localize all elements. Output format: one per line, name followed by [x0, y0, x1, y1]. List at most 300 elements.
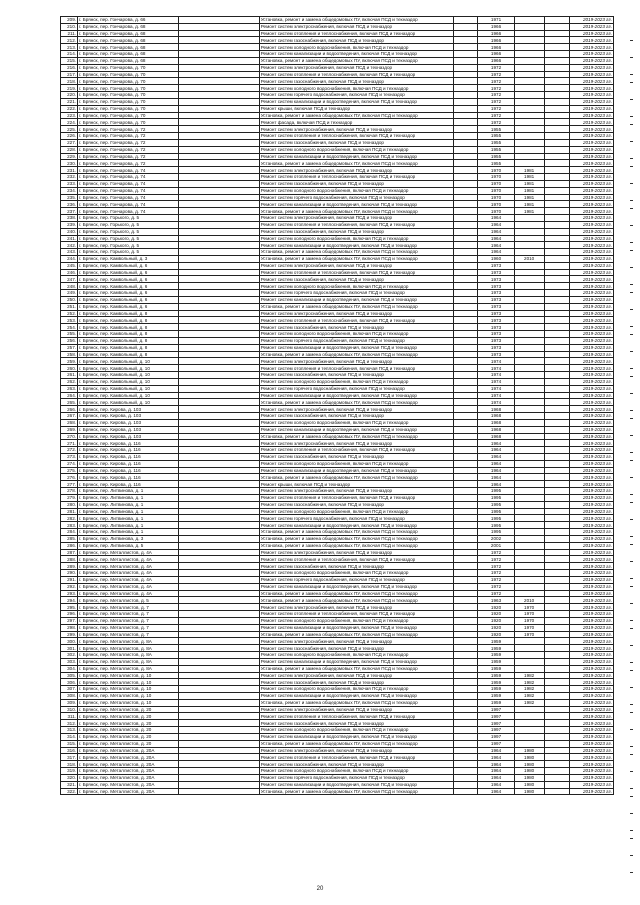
build-year-cell: 1970: [478, 201, 514, 208]
work-type-cell: Ремонт систем газоснабжения, включая ПСД и техназдор: [259, 563, 454, 570]
table-row: [61, 433, 614, 440]
table-row: [61, 235, 614, 242]
table-row: [61, 30, 614, 37]
period-cell: 2019-2023 гг.: [569, 399, 613, 406]
work-type-cell: Установка, ремонт и замена общедомовых ПУ, включая ПСД и техназдор: [259, 255, 454, 262]
blank-cell: [544, 720, 569, 727]
work-type-cell: Ремонт систем горячего водоснабжения, включая ПСД и техназдор: [259, 774, 454, 781]
blank-cell: [454, 638, 478, 645]
build-year-cell: 1920: [478, 624, 514, 631]
period-cell: 2019-2023 гг.: [569, 249, 613, 256]
table-row: [61, 686, 614, 693]
address-cell: г. Брянск, пер. Кирова, д. 116: [78, 447, 179, 454]
build-year-cell: 1995: [478, 522, 514, 529]
work-type-cell: Ремонт систем газоснабжения, включая ПСД и техназдор: [259, 37, 454, 44]
work-type-cell: Установка, ремонт и замена общедомовых ПУ, включая ПСД и техназдор: [259, 17, 454, 24]
period-cell: 2019-2023 гг.: [569, 23, 613, 30]
build-year-cell: 1972: [478, 105, 514, 112]
work-type-cell: Ремонт систем отопления и теплоснабжения, включая ПСД и техназдор: [259, 611, 454, 618]
blank-cell: [454, 549, 478, 556]
table-row: [61, 78, 614, 85]
address-cell: г. Брянск, пер. Металлистов, д. 20: [78, 706, 179, 713]
period-cell: 2019-2023 гг.: [569, 92, 613, 99]
row-number: 292.: [61, 583, 78, 590]
address-cell: г. Брянск, пер. Металлистов, д. 5: [78, 597, 179, 604]
blank-cell: [179, 378, 259, 385]
work-type-cell: Ремонт крыши, включая ПСД и техназдор: [259, 481, 454, 488]
overhaul-year-cell: [514, 269, 544, 276]
blank-cell: [544, 290, 569, 297]
blank-cell: [544, 433, 569, 440]
build-year-cell: 1970: [478, 174, 514, 181]
row-number: 315.: [61, 740, 78, 747]
table-row: [61, 174, 614, 181]
work-type-cell: Ремонт систем электроснабжения, включая ПСД и техназдор: [259, 215, 454, 222]
overhaul-year-cell: [514, 378, 544, 385]
overhaul-year-cell: [514, 235, 544, 242]
row-number: 209.: [61, 17, 78, 24]
scan-mark: [630, 586, 633, 587]
work-type-cell: Ремонт систем газоснабжения, включая ПСД и техназдор: [259, 324, 454, 331]
blank-cell: [179, 529, 259, 536]
blank-cell: [179, 467, 259, 474]
table-row: [61, 733, 614, 740]
build-year-cell: 1997: [478, 740, 514, 747]
period-cell: 2019-2023 гг.: [569, 174, 613, 181]
scan-edge-marks: [628, 40, 636, 900]
row-number: 238.: [61, 215, 78, 222]
work-type-cell: Ремонт систем газоснабжения, включая ПСД и техназдор: [259, 413, 454, 420]
blank-cell: [179, 64, 259, 71]
row-number: 289.: [61, 563, 78, 570]
row-number: 311.: [61, 713, 78, 720]
blank-cell: [454, 488, 478, 495]
table-row: [61, 631, 614, 638]
table-row: [61, 563, 614, 570]
blank-cell: [454, 467, 478, 474]
blank-cell: [544, 597, 569, 604]
table-row: [61, 679, 614, 686]
work-type-cell: Ремонт систем холодного водоснабжения, включая ПСД и техназдор: [259, 331, 454, 338]
blank-cell: [544, 406, 569, 413]
address-cell: г. Брянск, пер. Гончарова, д. 70: [78, 98, 179, 105]
row-number: 313.: [61, 727, 78, 734]
blank-cell: [544, 242, 569, 249]
period-cell: 2019-2023 гг.: [569, 331, 613, 338]
scan-mark: [630, 158, 633, 159]
table-row: [61, 549, 614, 556]
build-year-cell: 1973: [478, 310, 514, 317]
overhaul-year-cell: 2010: [514, 255, 544, 262]
table-row: [61, 515, 614, 522]
overhaul-year-cell: [514, 365, 544, 372]
build-year-cell: 1972: [478, 92, 514, 99]
work-type-cell: Ремонт систем холодного водоснабжения, включая ПСД и техназдор: [259, 146, 454, 153]
overhaul-year-cell: [514, 351, 544, 358]
blank-cell: [179, 112, 259, 119]
row-number: 263.: [61, 385, 78, 392]
blank-cell: [544, 71, 569, 78]
blank-cell: [454, 419, 478, 426]
table-row: [61, 604, 614, 611]
scan-mark: [630, 645, 633, 646]
period-cell: 2019-2023 гг.: [569, 617, 613, 624]
period-cell: 2019-2023 гг.: [569, 747, 613, 754]
build-year-cell: 1995: [478, 529, 514, 536]
blank-cell: [454, 720, 478, 727]
blank-cell: [179, 317, 259, 324]
blank-cell: [179, 399, 259, 406]
blank-cell: [544, 631, 569, 638]
row-number: 301.: [61, 645, 78, 652]
overhaul-year-cell: [514, 324, 544, 331]
blank-cell: [544, 501, 569, 508]
blank-cell: [454, 337, 478, 344]
table-row: [61, 194, 614, 201]
address-cell: г. Брянск, пер. Металлистов, д. 20А: [78, 768, 179, 775]
work-type-cell: Ремонт систем электроснабжения, включая ПСД и техназдор: [259, 638, 454, 645]
row-number: 252.: [61, 310, 78, 317]
work-type-cell: Ремонт систем отопления и теплоснабжения, включая ПСД и техназдор: [259, 447, 454, 454]
work-type-cell: Ремонт систем отопления и теплоснабжения, включая ПСД и техназдор: [259, 317, 454, 324]
overhaul-year-cell: [514, 494, 544, 501]
blank-cell: [454, 344, 478, 351]
period-cell: 2019-2023 гг.: [569, 317, 613, 324]
overhaul-year-cell: [514, 638, 544, 645]
scan-mark: [630, 242, 633, 243]
row-number: 312.: [61, 720, 78, 727]
row-number: 254.: [61, 324, 78, 331]
blank-cell: [544, 727, 569, 734]
build-year-cell: 1973: [478, 296, 514, 303]
work-type-cell: Ремонт систем электроснабжения, включая ПСД и техназдор: [259, 358, 454, 365]
address-cell: г. Брянск, пер. Гончарова, д. 72: [78, 126, 179, 133]
blank-cell: [544, 556, 569, 563]
period-cell: 2019-2023 гг.: [569, 283, 613, 290]
overhaul-year-cell: 1980: [514, 781, 544, 788]
work-type-cell: Ремонт систем канализации и водоотведения, включая ПСД и техназдор: [259, 392, 454, 399]
blank-cell: [454, 501, 478, 508]
blank-cell: [544, 754, 569, 761]
address-cell: г. Брянск, пер. Литвинова, д. 1: [78, 522, 179, 529]
address-cell: г. Брянск, пер. Камвольный, д. 6: [78, 269, 179, 276]
row-number: 316.: [61, 747, 78, 754]
blank-cell: [454, 146, 478, 153]
blank-cell: [544, 167, 569, 174]
build-year-cell: 1959: [478, 699, 514, 706]
blank-cell: [544, 126, 569, 133]
period-cell: 2019-2023 гг.: [569, 631, 613, 638]
scan-mark: [630, 519, 633, 520]
blank-cell: [544, 570, 569, 577]
table-row: [61, 180, 614, 187]
work-type-cell: Ремонт систем электроснабжения, включая ПСД и техназдор: [259, 747, 454, 754]
blank-cell: [454, 645, 478, 652]
blank-cell: [179, 549, 259, 556]
work-type-cell: Ремонт систем отопления и теплоснабжения, включая ПСД и техназдор: [259, 556, 454, 563]
address-cell: г. Брянск, пер. Камвольный, д. 8: [78, 351, 179, 358]
blank-cell: [179, 413, 259, 420]
blank-cell: [454, 37, 478, 44]
row-number: 284.: [61, 529, 78, 536]
build-year-cell: 1970: [478, 187, 514, 194]
work-type-cell: Установка, ремонт и замена общедомовых ПУ, включая ПСД и техназдор: [259, 433, 454, 440]
overhaul-year-cell: [514, 481, 544, 488]
work-type-cell: Ремонт систем холодного водоснабжения, включая ПСД и техназдор: [259, 187, 454, 194]
table-row: [61, 372, 614, 379]
period-cell: 2019-2023 гг.: [569, 30, 613, 37]
work-type-cell: Ремонт систем электроснабжения, включая ПСД и техназдор: [259, 23, 454, 30]
overhaul-year-cell: [514, 570, 544, 577]
period-cell: 2019-2023 гг.: [569, 467, 613, 474]
table-row: [61, 37, 614, 44]
address-cell: г. Брянск, пер. Гончарова, д. 70: [78, 78, 179, 85]
overhaul-year-cell: [514, 535, 544, 542]
period-cell: 2019-2023 гг.: [569, 488, 613, 495]
row-number: 218.: [61, 78, 78, 85]
table-row: [61, 467, 614, 474]
blank-cell: [454, 180, 478, 187]
build-year-cell: 1970: [478, 208, 514, 215]
period-cell: 2019-2023 гг.: [569, 37, 613, 44]
blank-cell: [179, 658, 259, 665]
address-cell: г. Брянск, пер. Гончарова, д. 72: [78, 139, 179, 146]
blank-cell: [544, 638, 569, 645]
build-year-cell: 1920: [478, 604, 514, 611]
work-type-cell: Ремонт систем горячего водоснабжения, включая ПСД и техназдор: [259, 92, 454, 99]
work-type-cell: Ремонт систем отопления и теплоснабжения, включая ПСД и техназдор: [259, 713, 454, 720]
overhaul-year-cell: [514, 385, 544, 392]
blank-cell: [544, 467, 569, 474]
build-year-cell: 1972: [478, 78, 514, 85]
table-row: [61, 570, 614, 577]
row-number: 253.: [61, 317, 78, 324]
overhaul-year-cell: 1981: [514, 201, 544, 208]
build-year-cell: 1973: [478, 351, 514, 358]
work-type-cell: Ремонт систем газоснабжения, включая ПСД и техназдор: [259, 180, 454, 187]
row-number: 303.: [61, 658, 78, 665]
blank-cell: [544, 454, 569, 461]
table-row: [61, 692, 614, 699]
table-row: [61, 126, 614, 133]
blank-cell: [454, 692, 478, 699]
blank-cell: [454, 658, 478, 665]
build-year-cell: 1974: [478, 365, 514, 372]
blank-cell: [179, 665, 259, 672]
overhaul-year-cell: [514, 576, 544, 583]
build-year-cell: 1997: [478, 733, 514, 740]
overhaul-year-cell: 1982: [514, 699, 544, 706]
blank-cell: [544, 747, 569, 754]
address-cell: г. Брянск, пер. Гончарова, д. 70: [78, 64, 179, 71]
blank-cell: [179, 133, 259, 140]
scan-mark: [630, 561, 633, 562]
blank-cell: [544, 774, 569, 781]
address-cell: г. Брянск, пер. Литвинова, д. 1: [78, 501, 179, 508]
table-row: [61, 406, 614, 413]
blank-cell: [179, 761, 259, 768]
row-number: 297.: [61, 617, 78, 624]
period-cell: 2019-2023 гг.: [569, 160, 613, 167]
address-cell: г. Брянск, пер. Горького, д. 5: [78, 242, 179, 249]
address-cell: г. Брянск, пер. Металлистов, д. 20А: [78, 788, 179, 795]
work-type-cell: Ремонт систем канализации и водоотведения, включая ПСД и техназдор: [259, 296, 454, 303]
row-number: 220.: [61, 92, 78, 99]
build-year-cell: 1973: [478, 262, 514, 269]
period-cell: 2019-2023 гг.: [569, 153, 613, 160]
row-number: 264.: [61, 392, 78, 399]
row-number: 274.: [61, 460, 78, 467]
blank-cell: [544, 645, 569, 652]
build-year-cell: 1964: [478, 481, 514, 488]
address-cell: г. Брянск, пер. Металлистов, д. 20: [78, 727, 179, 734]
blank-cell: [544, 474, 569, 481]
overhaul-year-cell: 1980: [514, 768, 544, 775]
address-cell: г. Брянск, пер. Металлистов, д. 20А: [78, 761, 179, 768]
work-type-cell: Ремонт фасада, включая ПСД и техназдор: [259, 119, 454, 126]
period-cell: 2019-2023 гг.: [569, 413, 613, 420]
blank-cell: [544, 378, 569, 385]
blank-cell: [179, 365, 259, 372]
address-cell: г. Брянск, пер. Металлистов, д. 7: [78, 624, 179, 631]
blank-cell: [544, 228, 569, 235]
blank-cell: [454, 276, 478, 283]
build-year-cell: 1973: [478, 337, 514, 344]
period-cell: 2019-2023 гг.: [569, 583, 613, 590]
period-cell: 2019-2023 гг.: [569, 187, 613, 194]
table-row: [61, 460, 614, 467]
overhaul-year-cell: 1982: [514, 686, 544, 693]
table-row: [61, 447, 614, 454]
build-year-cell: 1920: [478, 611, 514, 618]
period-cell: 2019-2023 гг.: [569, 542, 613, 549]
blank-cell: [454, 474, 478, 481]
overhaul-year-cell: [514, 645, 544, 652]
scan-mark: [630, 351, 633, 352]
blank-cell: [454, 563, 478, 570]
overhaul-year-cell: [514, 112, 544, 119]
blank-cell: [544, 508, 569, 515]
blank-cell: [454, 296, 478, 303]
row-number: 319.: [61, 768, 78, 775]
scan-mark: [630, 309, 633, 310]
work-type-cell: Ремонт систем электроснабжения, включая ПСД и техназдор: [259, 167, 454, 174]
row-number: 314.: [61, 733, 78, 740]
blank-cell: [179, 686, 259, 693]
blank-cell: [544, 522, 569, 529]
blank-cell: [454, 631, 478, 638]
work-type-cell: Ремонт систем канализации и водоотведения, включая ПСД и техназдор: [259, 51, 454, 58]
build-year-cell: 1973: [478, 317, 514, 324]
address-cell: г. Брянск, пер. Камвольный, д. 10: [78, 365, 179, 372]
work-type-cell: Ремонт систем холодного водоснабжения, включая ПСД и техназдор: [259, 283, 454, 290]
row-number: 304.: [61, 665, 78, 672]
address-cell: г. Брянск, пер. Камвольный, д. 6: [78, 283, 179, 290]
period-cell: 2019-2023 гг.: [569, 57, 613, 64]
blank-cell: [454, 426, 478, 433]
table-row: [61, 365, 614, 372]
blank-cell: [454, 105, 478, 112]
row-number: 244.: [61, 255, 78, 262]
blank-cell: [544, 440, 569, 447]
period-cell: 2019-2023 гг.: [569, 727, 613, 734]
address-cell: г. Брянск, пер. Металлистов, д. 7: [78, 631, 179, 638]
blank-cell: [179, 194, 259, 201]
address-cell: г. Брянск, пер. Камвольный, д. 8: [78, 337, 179, 344]
period-cell: 2019-2023 гг.: [569, 679, 613, 686]
work-type-cell: Ремонт систем электроснабжения, включая ПСД и техназдор: [259, 604, 454, 611]
scan-mark: [630, 116, 633, 117]
scan-mark: [630, 536, 633, 537]
row-number: 259.: [61, 358, 78, 365]
period-cell: 2019-2023 гг.: [569, 126, 613, 133]
address-cell: г. Брянск, пер. Металлистов, д. 7: [78, 617, 179, 624]
build-year-cell: 1964: [478, 228, 514, 235]
table-row: [61, 201, 614, 208]
overhaul-year-cell: 1980: [514, 774, 544, 781]
address-cell: г. Брянск, пер. Металлистов, д. 10: [78, 672, 179, 679]
blank-cell: [454, 283, 478, 290]
overhaul-year-cell: [514, 583, 544, 590]
work-type-cell: Ремонт крыши, включая ПСД и техназдор: [259, 105, 454, 112]
page-number: 20: [316, 886, 324, 892]
overhaul-year-cell: 1981: [514, 208, 544, 215]
overhaul-year-cell: [514, 501, 544, 508]
blank-cell: [454, 262, 478, 269]
table-row: [61, 167, 614, 174]
blank-cell: [179, 426, 259, 433]
period-cell: 2019-2023 гг.: [569, 392, 613, 399]
blank-cell: [454, 570, 478, 577]
blank-cell: [179, 283, 259, 290]
blank-cell: [179, 679, 259, 686]
blank-cell: [454, 529, 478, 536]
row-number: 213.: [61, 44, 78, 51]
blank-cell: [179, 638, 259, 645]
blank-cell: [544, 303, 569, 310]
overhaul-year-cell: [514, 522, 544, 529]
row-number: 226.: [61, 133, 78, 140]
build-year-cell: 1972: [478, 570, 514, 577]
blank-cell: [179, 590, 259, 597]
row-number: 282.: [61, 515, 78, 522]
row-number: 270.: [61, 433, 78, 440]
address-cell: г. Брянск, пер. Металлистов, д. 20: [78, 733, 179, 740]
blank-cell: [179, 17, 259, 24]
row-number: 240.: [61, 228, 78, 235]
blank-cell: [179, 440, 259, 447]
work-type-cell: Ремонт систем канализации и водоотведения, включая ПСД и техназдор: [259, 583, 454, 590]
build-year-cell: 1970: [478, 180, 514, 187]
work-type-cell: Ремонт систем канализации и водоотведения, включая ПСД и техназдор: [259, 344, 454, 351]
blank-cell: [454, 208, 478, 215]
period-cell: 2019-2023 гг.: [569, 64, 613, 71]
build-year-cell: 1968: [478, 413, 514, 420]
build-year-cell: 1964: [478, 440, 514, 447]
table-row: [61, 283, 614, 290]
blank-cell: [179, 85, 259, 92]
work-type-cell: Ремонт систем холодного водоснабжения, включая ПСД и техназдор: [259, 460, 454, 467]
blank-cell: [544, 269, 569, 276]
scan-mark: [630, 788, 633, 789]
work-type-cell: Ремонт систем электроснабжения, включая ПСД и техназдор: [259, 126, 454, 133]
blank-cell: [179, 781, 259, 788]
blank-cell: [454, 167, 478, 174]
blank-cell: [454, 611, 478, 618]
blank-cell: [544, 549, 569, 556]
blank-cell: [544, 658, 569, 665]
blank-cell: [454, 17, 478, 24]
